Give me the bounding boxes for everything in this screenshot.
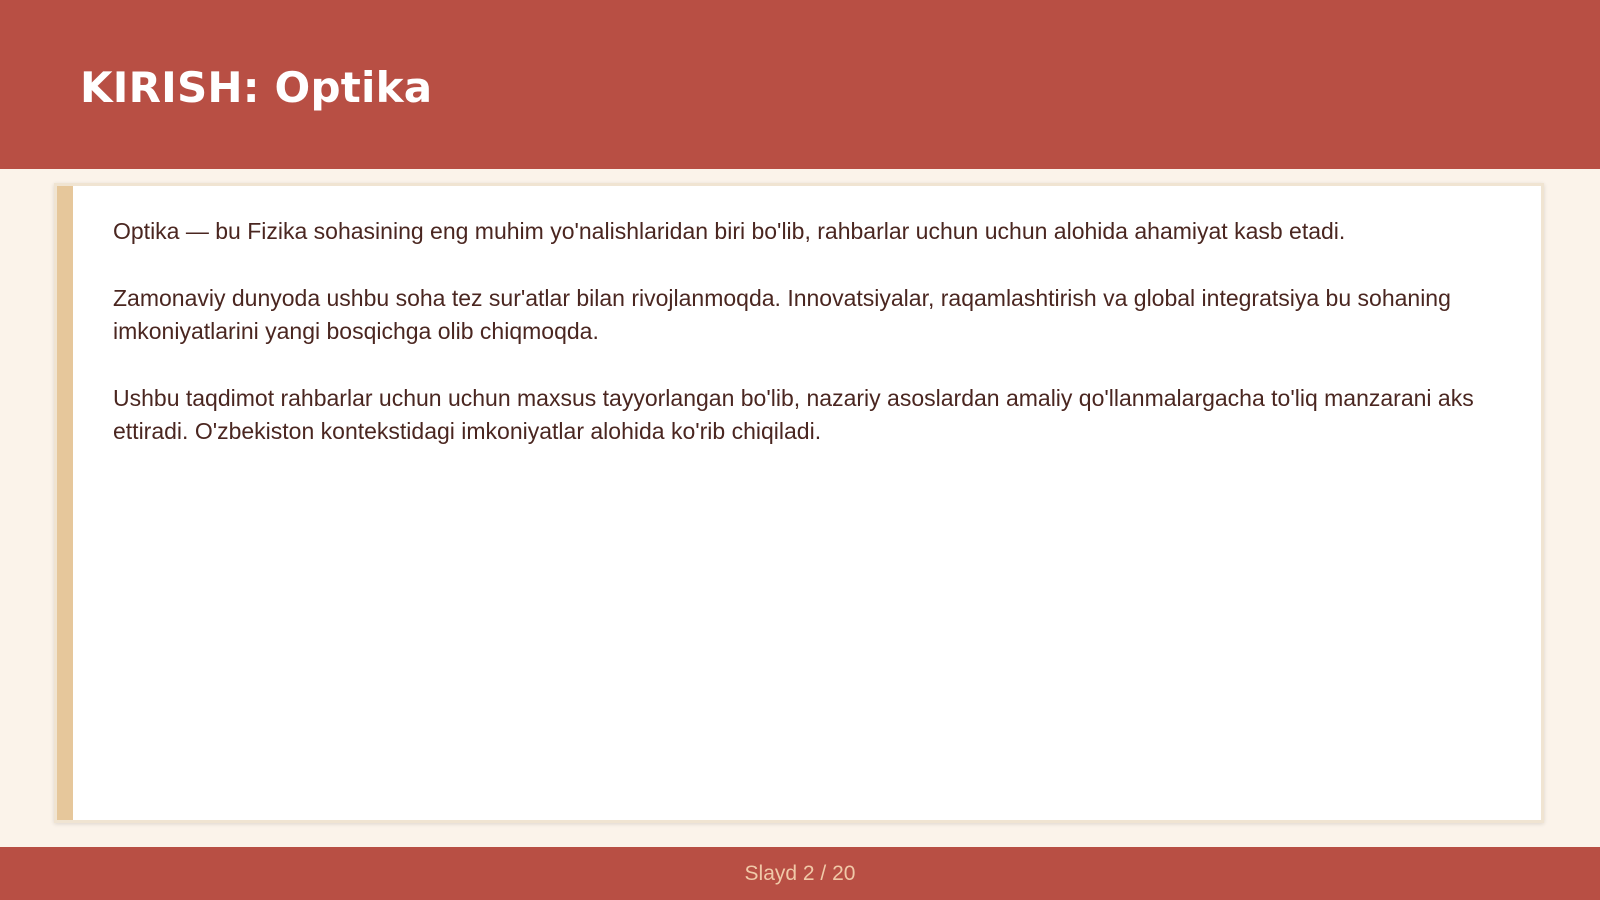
paragraph-presentation-scope: Ushbu taqdimot rahbarlar uchun uchun maxsus tayyorlangan bo'lib, nazariy asoslardan amaliy qo'llanmalargacha to'liq manzarani aks ettiradi. O'zbekiston kontekstidagi imkoniyatlar alohida ko'rib chiqiladi.: [113, 385, 1474, 444]
paragraph-modern-world: Zamonaviy dunyoda ushbu soha tez sur'atlar bilan rivojlanmoqda. Innovatsiyalar, raqamlashtirish va global integratsiya bu sohaning imkoniyatlarini yangi bosqichga olib chiqmoqda.: [113, 285, 1451, 344]
slide-title: KIRISH: Optika: [80, 63, 433, 112]
card-accent-bar: [57, 186, 73, 820]
footer-bar: [0, 847, 1600, 900]
paragraph-intro: Optika — bu Fizika sohasining eng muhim yo'nalishlaridan biri bo'lib, rahbarlar uchun uchun alohida ahamiyat kasb etadi.: [113, 218, 1346, 244]
slide-counter: Slayd 2 / 20: [744, 862, 856, 885]
content-card: [54, 183, 1544, 823]
header-bar: [0, 0, 1600, 169]
